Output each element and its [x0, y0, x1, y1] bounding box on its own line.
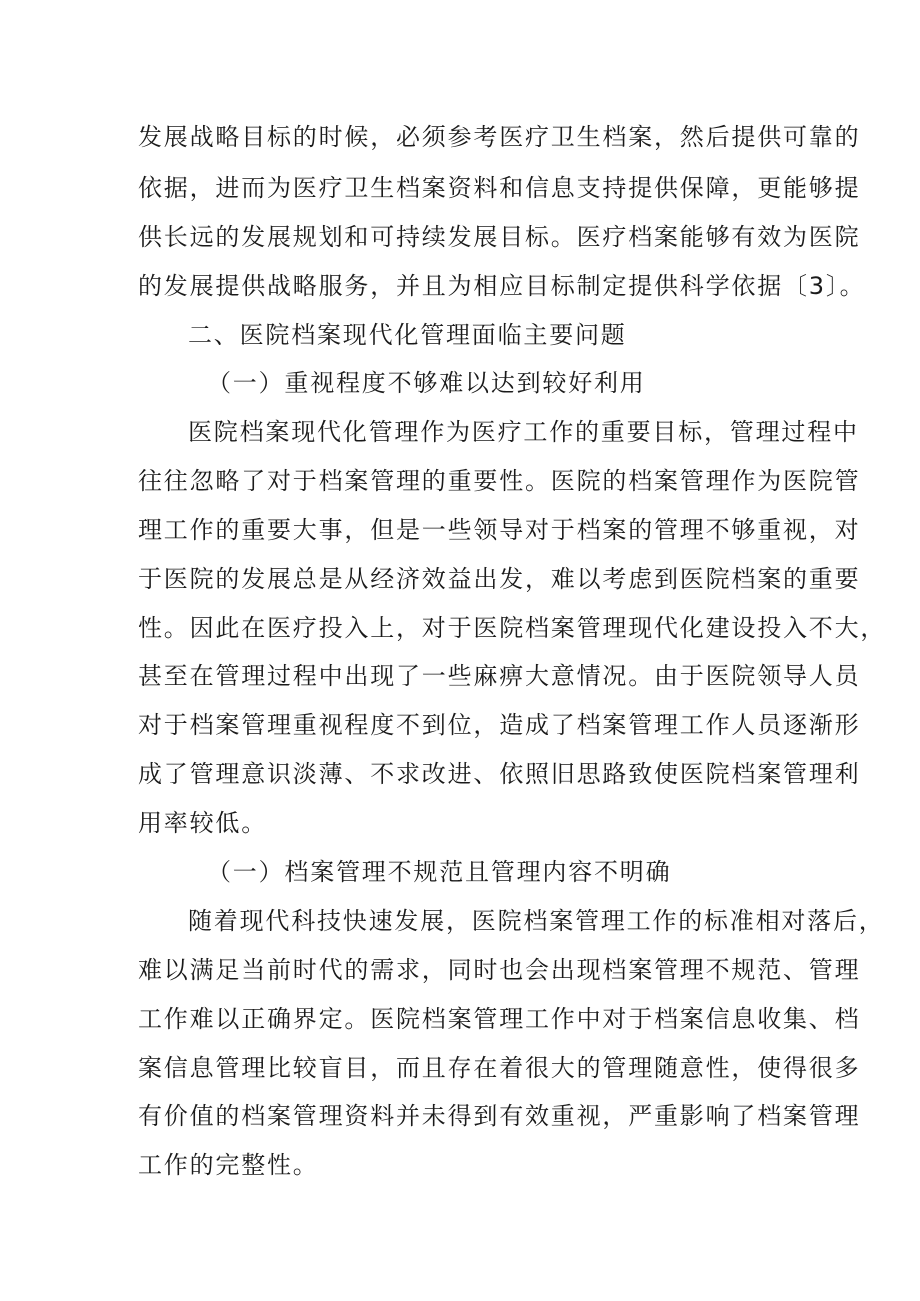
- paragraph-line: 用率较低。: [138, 809, 267, 837]
- paragraph-line: 随着现代科技快速发展，医院档案管理工作的标准相对落后，: [188, 907, 885, 935]
- paragraph-line: 的发展提供战略服务，并且为相应目标制定提供科学依据〔3〕。: [138, 272, 866, 300]
- paragraph-line: 医院档案现代化管理作为医疗工作的重要目标，管理过程中: [188, 418, 859, 446]
- paragraph-line: 难以满足当前时代的需求，同时也会出现档案管理不规范、管理: [138, 956, 861, 984]
- paragraph-line: 往往忽略了对于档案管理的重要性。医院的档案管理作为医院管: [138, 467, 861, 495]
- paragraph-line: 性。因此在医疗投入上，对于医院档案管理现代化建设投入不大，: [138, 614, 887, 642]
- paragraph-line: 工作难以正确界定。医院档案管理工作中对于档案信息收集、档: [138, 1005, 861, 1033]
- paragraph-line: 依据，进而为医疗卫生档案资料和信息支持提供保障，更能够提: [138, 174, 861, 202]
- paragraph-line: 案信息管理比较盲目，而且存在着很大的管理随意性，使得很多: [138, 1054, 861, 1082]
- paragraph-line: 工作的完整性。: [138, 1151, 319, 1179]
- paragraph-line: 甚至在管理过程中出现了一些麻痹大意情况。由于医院领导人员: [138, 662, 861, 690]
- paragraph-line: 供长远的发展规划和可持续发展目标。医疗档案能够有效为医院: [138, 223, 861, 251]
- paragraph-line: 成了管理意识淡薄、不求改进、依照旧思路致使医院档案管理利: [138, 760, 861, 788]
- paragraph-line: 有价值的档案管理资料并未得到有效重视，严重影响了档案管理: [138, 1102, 861, 1130]
- paragraph-line: 于医院的发展总是从经济效益出发，难以考虑到医院档案的重要: [138, 565, 861, 593]
- paragraph-line: 对于档案管理重视程度不到位，造成了档案管理工作人员逐渐形: [138, 711, 861, 739]
- paragraph-line: 发展战略目标的时候，必须参考医疗卫生档案，然后提供可靠的: [138, 123, 861, 151]
- subsection-heading: （一）档案管理不规范且管理内容不明确: [207, 858, 672, 886]
- paragraph-line: 理工作的重要大事，但是一些领导对于档案的管理不够重视，对: [138, 516, 861, 544]
- section-heading: 二、医院档案现代化管理面临主要问题: [188, 321, 627, 349]
- subsection-heading: （一）重视程度不够难以达到较好利用: [207, 369, 646, 397]
